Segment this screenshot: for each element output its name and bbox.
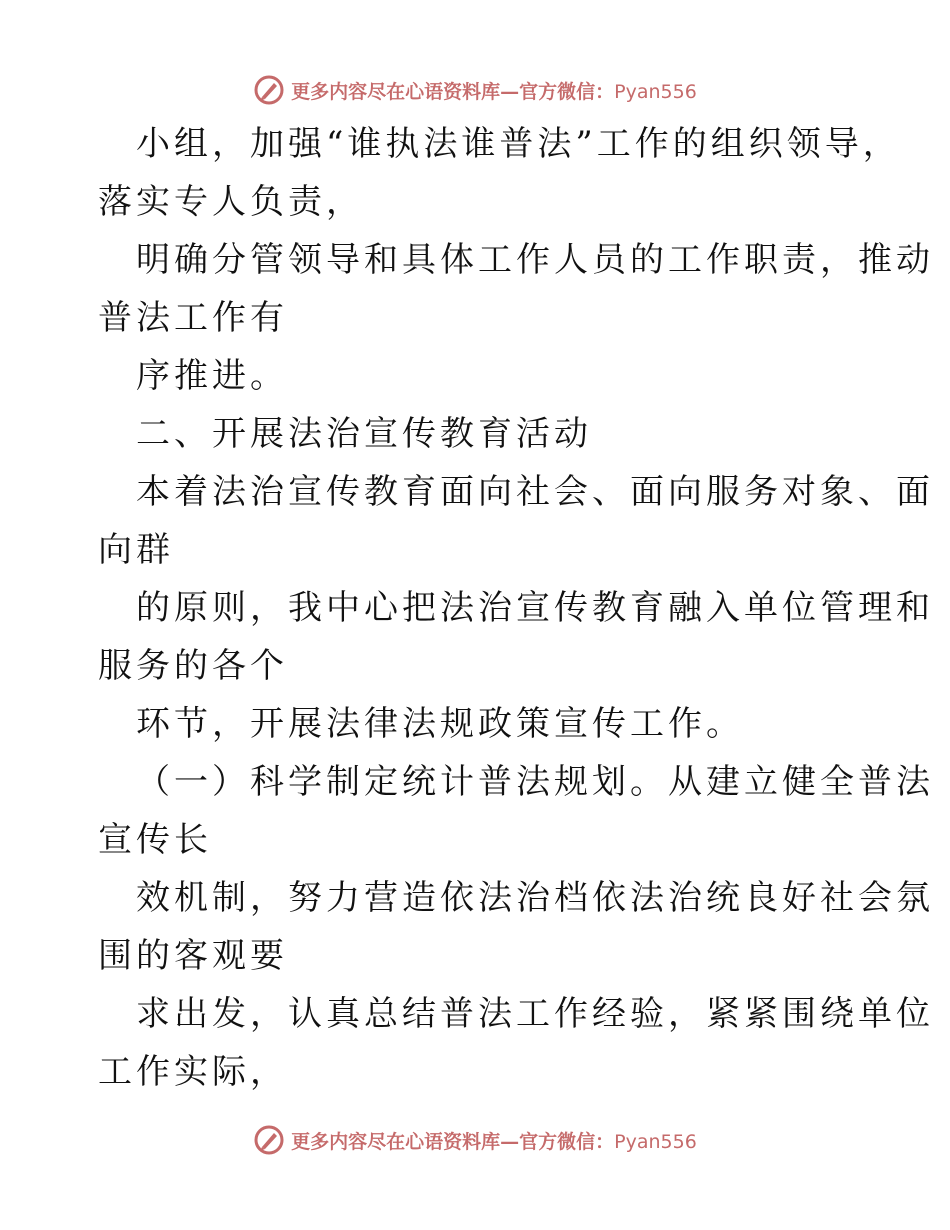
paragraph-line: 环节，开展法律法规政策宣传工作。 xyxy=(136,704,744,744)
paragraph-line: 服务的各个 xyxy=(98,646,288,686)
paragraph-line: 普法工作有 xyxy=(98,298,288,338)
watermark-text xyxy=(291,1127,697,1154)
watermark-wechat-id: Pyan556 xyxy=(614,1130,697,1153)
watermark-wechat-id: Pyan556 xyxy=(614,80,697,103)
header-watermark xyxy=(0,70,950,110)
document-body xyxy=(98,115,934,1101)
footer-watermark xyxy=(0,1120,950,1160)
paragraph-line: 序推进。 xyxy=(136,356,288,396)
paragraph-line: 求出发，认真总结普法工作经验，紧紧围绕单位 xyxy=(136,994,934,1034)
pen-logo-icon xyxy=(253,1124,285,1156)
watermark-label: 更多内容尽在心语资料库—官方微信： xyxy=(291,80,615,103)
pen-logo-icon xyxy=(253,74,285,106)
paragraph-line: 围的客观要 xyxy=(98,936,288,976)
watermark-text xyxy=(291,77,697,104)
paragraph-line: 向群 xyxy=(98,530,174,570)
paragraph-line: 宣传长 xyxy=(98,820,212,860)
paragraph-line: 的原则，我中心把法治宣传教育融入单位管理和 xyxy=(136,588,934,628)
paragraph-line: （一）科学制定统计普法规划。从建立健全普法 xyxy=(136,762,934,802)
paragraph-line: 小组，加强“谁执法谁普法”工作的组织领导， xyxy=(136,124,901,164)
watermark-label: 更多内容尽在心语资料库—官方微信： xyxy=(291,1130,615,1153)
paragraph-line: 工作实际， xyxy=(98,1052,288,1092)
paragraph-line: 落实专人负责， xyxy=(98,182,364,222)
paragraph-line: 二、开展法治宣传教育活动 xyxy=(136,414,592,454)
paragraph-line: 效机制，努力营造依法治档依法治统良好社会氛 xyxy=(136,878,934,918)
paragraph-line: 本着法治宣传教育面向社会、面向服务对象、面 xyxy=(136,472,934,512)
paragraph-line: 明确分管领导和具体工作人员的工作职责，推动 xyxy=(136,240,934,280)
